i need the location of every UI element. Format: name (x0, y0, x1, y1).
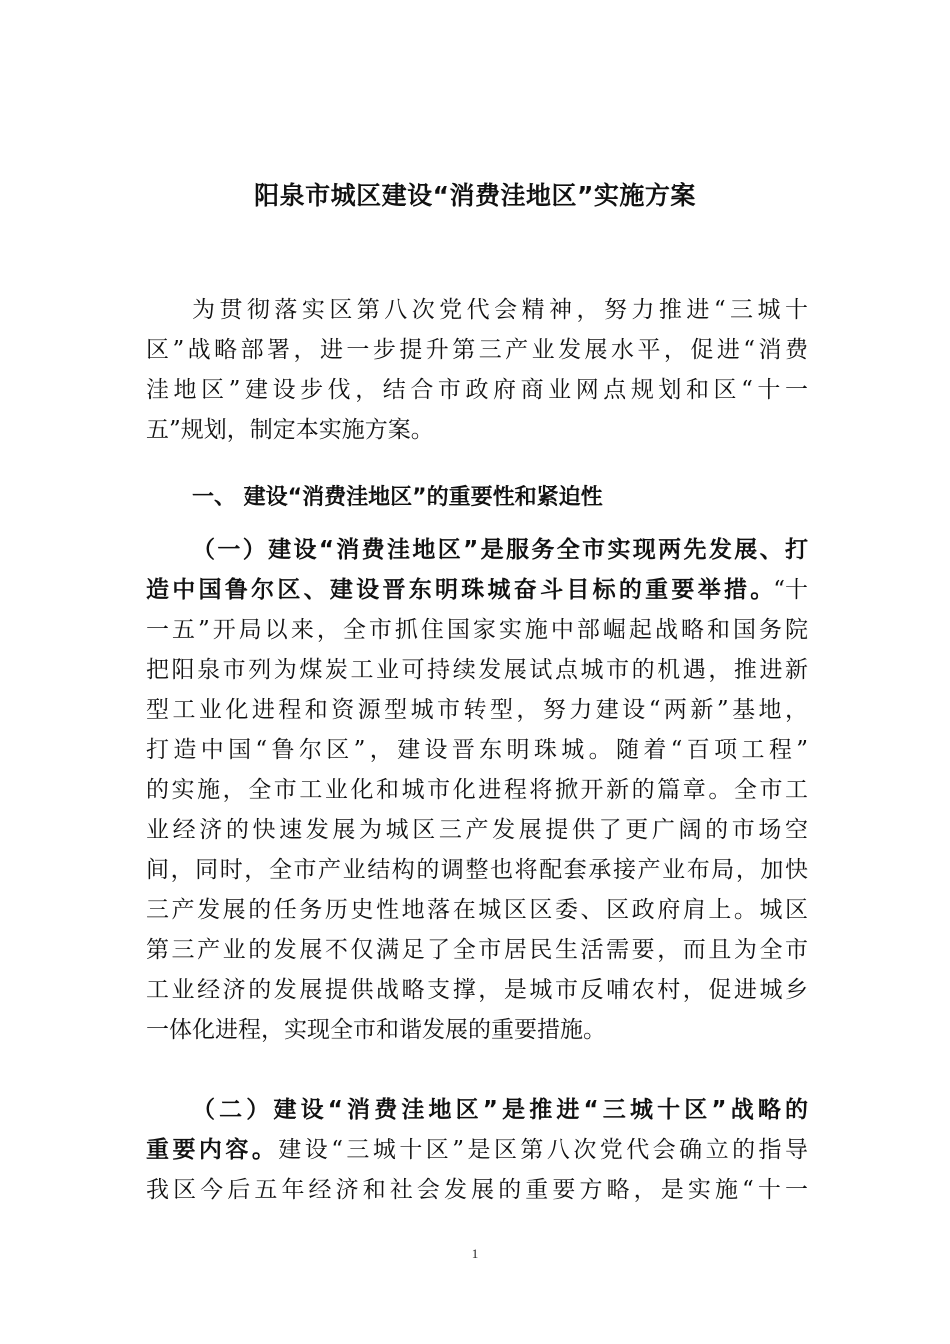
subsection-2-line: 我区今后五年经济和社会发展的重要方略，是实施“十一 (146, 1177, 808, 1203)
intro-line: 洼地区”建设步伐，结合市政府商业网点规划和区“十一 (146, 377, 808, 403)
subsection-1-line: 三产发展的任务历史性地落在城区区委、区政府肩上。城区 (146, 897, 808, 923)
subsection-2-line (146, 1130, 808, 1170)
intro-line: 为贯彻落实区第八次党代会精神，努力推进“三城十 (192, 297, 808, 323)
section-heading-1: 一、 建设“消费洼地区”的重要性和紧迫性 (192, 485, 603, 510)
subsection-1-paragraph (146, 530, 808, 1050)
subsection-1-heading-line: （一）建设“消费洼地区”是服务全市实现两先发展、打 (192, 537, 808, 563)
subsection-2-heading-end: 重要内容。 (146, 1137, 279, 1163)
subsection-1-line: 型工业化进程和资源型城市转型，努力建设“两新”基地， (146, 697, 808, 723)
subsection-1-text: “十 (773, 577, 808, 603)
intro-line: 五”规划，制定本实施方案。 (146, 417, 434, 443)
subsection-2-text: 建设“三城十区”是区第八次党代会确立的指导 (278, 1137, 808, 1163)
subsection-1-line: 一五”开局以来，全市抓住国家实施中部崛起战略和国务院 (146, 617, 808, 643)
subsection-1-line: 的实施，全市工业化和城市化进程将掀开新的篇章。全市工 (146, 777, 808, 803)
subsection-1-line: 间，同时，全市产业结构的调整也将配套承接产业布局，加快 (146, 857, 808, 883)
subsection-1-line: 把阳泉市列为煤炭工业可持续发展试点城市的机遇，推进新 (146, 657, 808, 683)
subsection-1-line: 一体化进程，实现全市和谐发展的重要措施。 (146, 1017, 606, 1043)
intro-paragraph (146, 290, 808, 450)
page-number: 1 (471, 1246, 479, 1261)
subsection-1-line: 打造中国“鲁尔区”，建设晋东明珠城。随着“百项工程” (146, 737, 808, 763)
subsection-1-line: 业经济的快速发展为城区三产发展提供了更广阔的市场空 (146, 817, 808, 843)
subsection-1-line: 工业经济的发展提供战略支撑，是城市反哺农村，促进城乡 (146, 977, 808, 1003)
subsection-1-line (146, 570, 808, 610)
subsection-2-paragraph (146, 1090, 808, 1210)
subsection-1-line: 第三产业的发展不仅满足了全市居民生活需要，而且为全市 (146, 937, 808, 963)
subsection-2-heading-line: （二）建设“消费洼地区”是推进“三城十区”战略的 (192, 1097, 808, 1123)
intro-line: 区”战略部署，进一步提升第三产业发展水平，促进“消费 (146, 337, 808, 363)
document-title: 阳泉市城区建设“消费洼地区”实施方案 (254, 181, 696, 210)
subsection-1-heading-end: 造中国鲁尔区、建设晋东明珠城奋斗目标的重要举措。 (146, 577, 774, 603)
